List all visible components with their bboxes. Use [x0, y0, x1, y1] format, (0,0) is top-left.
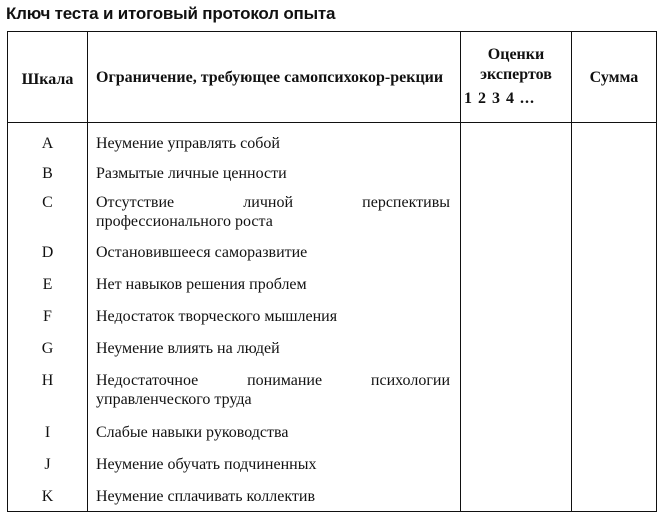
table-row	[8, 481, 657, 512]
protocol-table	[7, 31, 657, 512]
scale-cell: E	[8, 269, 88, 301]
sum-cell	[572, 269, 657, 301]
sum-cell	[572, 365, 657, 417]
expert-scores-cell	[461, 301, 572, 333]
sum-cell	[572, 188, 657, 237]
expert-scores-cell	[461, 333, 572, 365]
scale-cell: I	[8, 417, 88, 449]
expert-scores-cell	[461, 417, 572, 449]
header-sum: Сумма	[572, 32, 657, 123]
scale-cell: A	[8, 123, 88, 157]
limitation-cell: Недостаток творческого мышления	[88, 301, 461, 333]
header-scale: Шкала	[8, 32, 88, 123]
header-experts-title: Оценки экспертов	[480, 46, 552, 83]
table-row	[8, 449, 657, 481]
sum-cell	[572, 481, 657, 512]
scale-cell: G	[8, 333, 88, 365]
limitation-cell: Неумение обучать подчиненных	[88, 449, 461, 481]
table-row	[8, 123, 657, 157]
table-row	[8, 188, 657, 237]
header-experts-numbers: 1 2 3 4 ...	[464, 90, 535, 107]
sum-cell	[572, 237, 657, 269]
sum-cell	[572, 417, 657, 449]
sum-cell	[572, 301, 657, 333]
scale-cell: D	[8, 237, 88, 269]
limitation-cell: Размытые личные ценности	[88, 156, 461, 188]
table-row	[8, 301, 657, 333]
sum-cell	[572, 156, 657, 188]
scale-cell: K	[8, 481, 88, 512]
scale-cell: H	[8, 365, 88, 417]
limitation-cell: Неумение влиять на людей	[88, 333, 461, 365]
table-row	[8, 333, 657, 365]
expert-scores-cell	[461, 481, 572, 512]
limitation-cell: Нет навыков решения проблем	[88, 269, 461, 301]
sum-cell	[572, 333, 657, 365]
limitation-cell: Неумение управлять собой	[88, 123, 461, 157]
scale-cell: B	[8, 156, 88, 188]
scale-cell: C	[8, 188, 88, 237]
expert-scores-cell	[461, 365, 572, 417]
table-row	[8, 365, 657, 417]
limitation-cell: Слабые навыки руководства	[88, 417, 461, 449]
table-row	[8, 269, 657, 301]
expert-scores-cell	[461, 269, 572, 301]
limitation-cell: Недостаточное понимание психологии управленческого труда	[88, 365, 461, 417]
limitation-cell: Неумение сплачивать коллектив	[88, 481, 461, 512]
table-row	[8, 156, 657, 188]
expert-scores-cell	[461, 237, 572, 269]
expert-scores-cell	[461, 123, 572, 157]
table-row	[8, 417, 657, 449]
scale-cell: J	[8, 449, 88, 481]
limitation-cell: Отсутствие личной перспективы профессионального роста	[88, 188, 461, 237]
table-row	[8, 237, 657, 269]
header-limitation: Ограничение, требующее самопсихокор-рекции	[88, 32, 461, 123]
page-title: Ключ теста и итоговый протокол опыта	[6, 4, 336, 23]
header-experts	[461, 32, 572, 123]
expert-scores-cell	[461, 449, 572, 481]
scale-cell: F	[8, 301, 88, 333]
limitation-cell: Остановившееся саморазвитие	[88, 237, 461, 269]
expert-scores-cell	[461, 156, 572, 188]
sum-cell	[572, 123, 657, 157]
sum-cell	[572, 449, 657, 481]
table-header-row	[8, 32, 657, 123]
expert-scores-cell	[461, 188, 572, 237]
